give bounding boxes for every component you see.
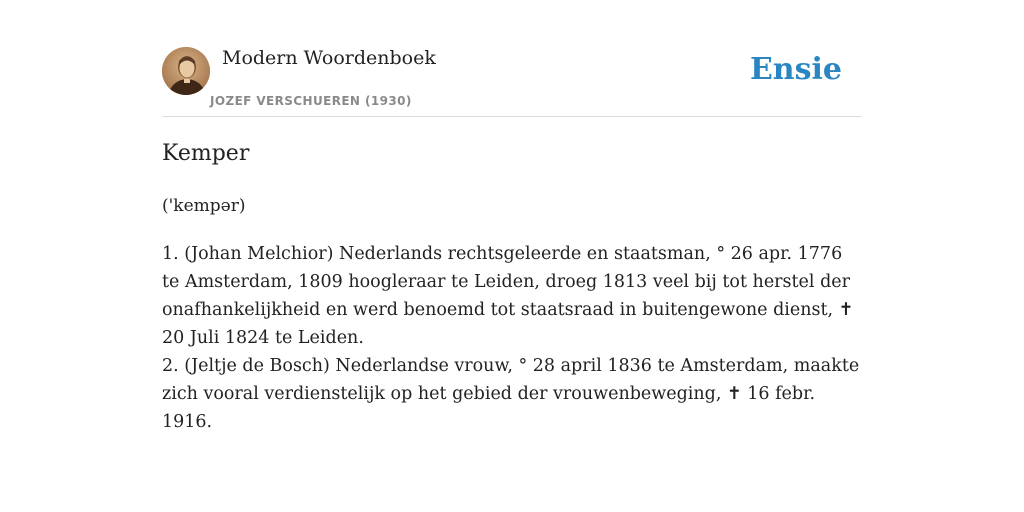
definition-item: 2. (Jeltje de Bosch) Nederlandse vrouw, ° 28 april 1836 te Amsterdam, maakte zich vooral verdienstelijk op het gebied der vrouwenbeweging, ✝ 16 febr. 1916. [162,356,860,432]
entry-title: Kemper [162,141,250,166]
ensie-logo[interactable]: Ensie [749,52,842,87]
definition-list [162,240,862,436]
book-title[interactable]: Modern Woordenboek [222,47,436,69]
page [162,0,862,512]
author-portrait-icon [162,47,210,95]
definition-item: 1. (Johan Melchior) Nederlands rechtsgeleerde en staatsman, ° 26 apr. 1776 te Amsterdam, 1809 hoogleraar te Leiden, droeg 1813 veel bij tot herstel der onafhankelijkheid en werd benoemd tot staatsraad in buitengewone dienst, ✝ 20 Juli 1824 te Leiden. [162,244,854,348]
entry-pronunciation: ('kempər) [162,196,246,216]
author-avatar[interactable] [162,47,210,95]
book-author: JOZEF VERSCHUEREN (1930) [210,94,412,108]
book-header [162,0,862,117]
